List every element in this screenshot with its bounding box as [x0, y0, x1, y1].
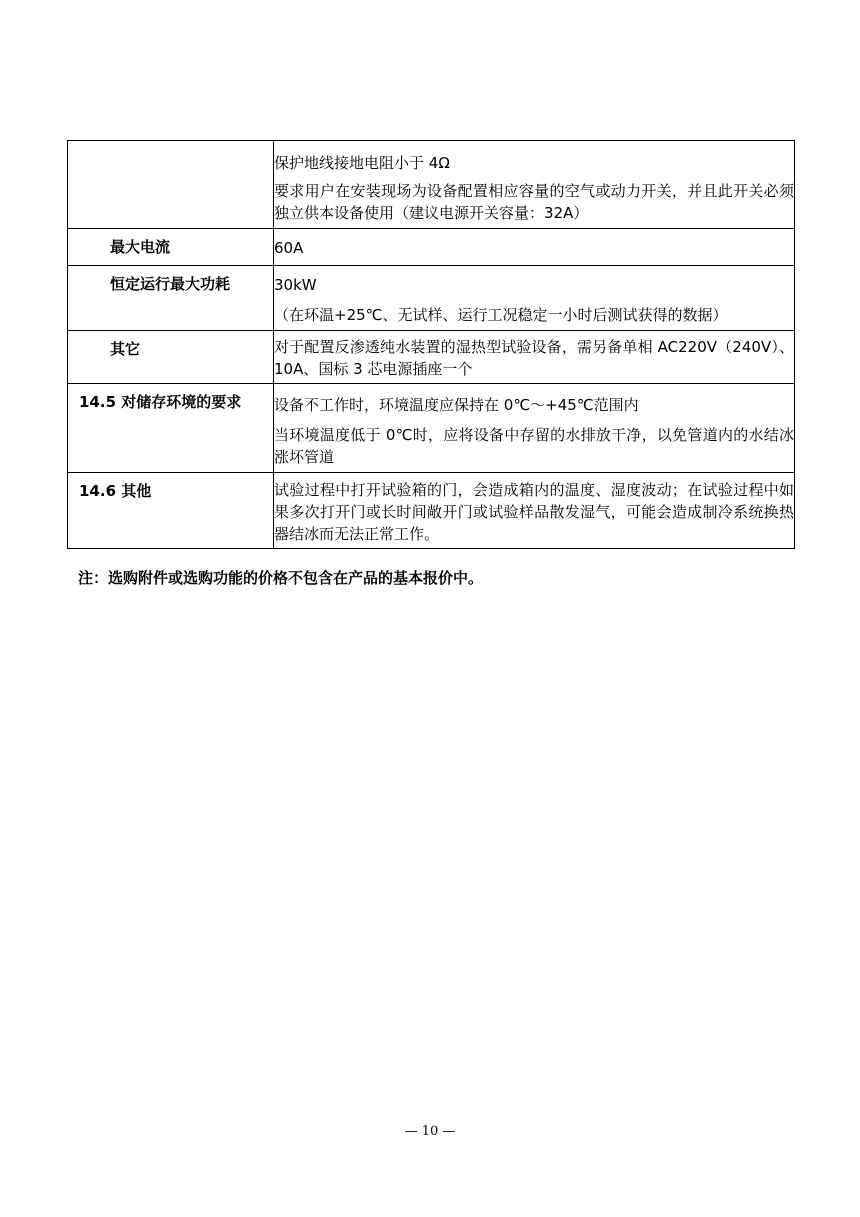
row-label-cell [68, 473, 274, 549]
value-paragraph: （在环温+25℃、无试样、运行工况稳定一小时后测试获得的数据） [274, 306, 728, 324]
row-label: 14.5 对储存环境的要求 [79, 393, 242, 411]
row-label-cell [68, 266, 274, 331]
row-value-cell [274, 384, 795, 473]
value-paragraph: 当环境温度低于 0℃时，应将设备中存留的水排放干净，以免管道内的水结冰涨坏管道 [274, 426, 794, 466]
value-paragraph: 对于配置反渗透纯水装置的湿热型试验设备，需另备单相 AC220V（240V）、10A、国标 3 芯电源插座一个 [274, 338, 794, 378]
row-value-cell [274, 331, 795, 384]
value-paragraph: 要求用户在安装现场为设备配置相应容量的空气或动力开关，并且此开关必须独立供本设备使用（建议电源开关容量：32A） [274, 182, 794, 222]
table-row [68, 331, 795, 384]
row-value-cell [274, 229, 795, 266]
row-label-cell [68, 384, 274, 473]
row-label: 最大电流 [110, 238, 171, 256]
value-paragraph: 设备不工作时，环境温度应保持在 0℃～+45℃范围内 [274, 396, 639, 414]
row-label: 14.6 其他 [79, 482, 152, 500]
page-number: — 10 — [404, 1124, 456, 1139]
row-label-cell [68, 229, 274, 266]
row-value-cell [274, 141, 795, 229]
table-row [68, 266, 795, 331]
row-value-cell [274, 473, 795, 549]
value-paragraph: 试验过程中打开试验箱的门，会造成箱内的温度、湿度波动；在试验过程中如果多次打开门或长时间敞开门或试验样品散发湿气，可能会造成制冷系统换热器结冰而无法正常工作。 [274, 481, 794, 543]
footnote: 注：选购附件或选购功能的价格不包含在产品的基本报价中。 [78, 569, 484, 587]
value-paragraph: 30kW [274, 276, 317, 294]
row-label: 恒定运行最大功耗 [110, 275, 231, 293]
table-row [68, 384, 795, 473]
row-label-cell [68, 141, 274, 229]
table-row [68, 229, 795, 266]
row-label-cell [68, 331, 274, 384]
spec-table [67, 140, 795, 549]
value-paragraph: 保护地线接地电阻小于 4Ω [274, 154, 450, 172]
row-label: 其它 [110, 340, 141, 358]
row-value-cell [274, 266, 795, 331]
table-row [68, 141, 795, 229]
row-label [68, 141, 273, 155]
value-paragraph: 60A [274, 239, 304, 257]
table-row [68, 473, 795, 549]
